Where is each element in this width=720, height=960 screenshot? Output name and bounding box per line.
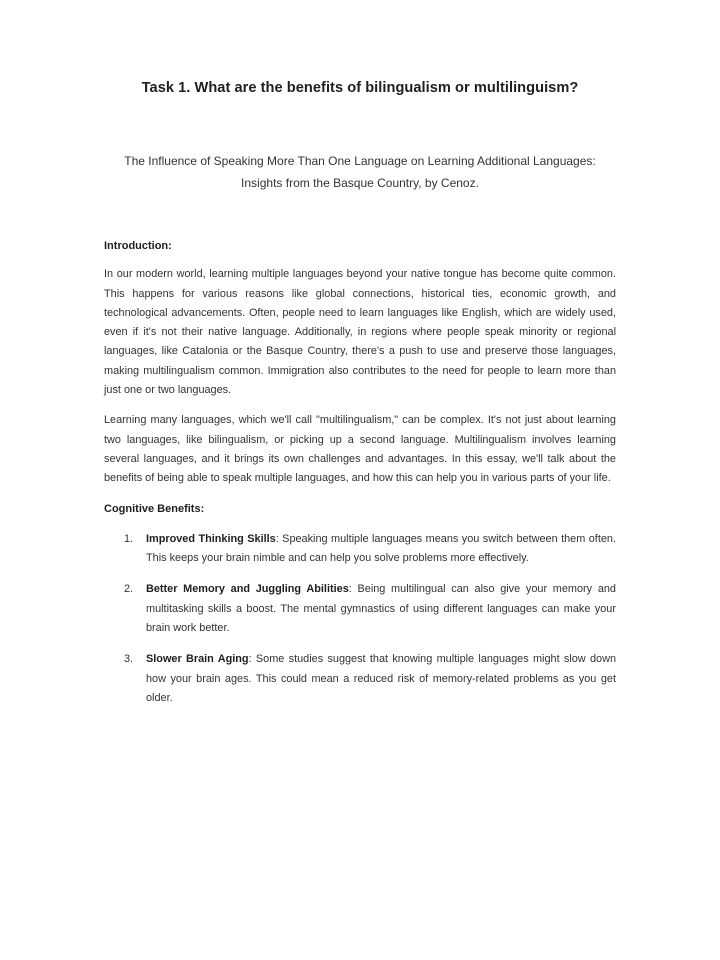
benefit-term: Improved Thinking Skills (146, 532, 276, 545)
benefit-description: : Some studies suggest that knowing multiple languages might slow down how your brain ages. This could mean a reduced risk of memory-related problems as you get older. (146, 653, 616, 704)
introduction-paragraph-2: Learning many languages, which we'll call "multilingualism," can be complex. It's not just about learning two languages, like bilingualism, or picking up a second language. Multilingualism involves learning several languages, and it brings its own challenges and advantages. In this essay, we'll talk about the benefits of being able to speak multiple languages, and how this can help you in various parts of your life. (104, 414, 616, 485)
benefit-item-memory (104, 580, 616, 638)
benefit-term: Slower Brain Aging (146, 653, 249, 666)
benefit-description: : Speaking multiple languages means you switch between them often. This keeps your brain nimble and can help you solve problems more effectively. (146, 532, 616, 565)
benefit-description: : Being multilingual can also give your memory and multitasking skills a boost. The mental gymnastics of using different languages can make your brain work better. (146, 583, 616, 635)
cognitive-benefits-heading: Cognitive Benefits: (104, 502, 205, 515)
introduction-paragraph-1: In our modern world, learning multiple languages beyond your native tongue has become quite common. This happens for various reasons like global connections, historical ties, economic growth, and technological advancements. Often, people need to learn languages like English, which are widely used, even if it's not their native language. Additionally, in regions where people speak minority or regional languages, like Catalonia or the Basque Country, there's a push to use and preserve those languages, making multilingualism common. Immigration also contributes to the need for people to learn more than just one or two languages. (104, 268, 616, 397)
essay-body (104, 237, 616, 720)
introduction-heading: Introduction: (104, 240, 172, 252)
benefit-number: 1. (124, 532, 134, 545)
benefit-number: 2. (124, 583, 134, 596)
benefit-item-thinking-skills (104, 530, 616, 569)
benefit-item-brain-aging (104, 650, 616, 708)
benefit-term: Better Memory and Juggling Abilities (146, 583, 349, 596)
benefit-number: 3. (124, 653, 134, 666)
essay-subtitle: The Influence of Speaking More Than One Language on Learning Additional Languages: Insights from the Basque Country, by Cenoz. (124, 154, 596, 190)
task-title: Task 1. What are the benefits of bilingualism or multilinguism? (141, 80, 579, 96)
cognitive-benefits-list (104, 530, 616, 708)
